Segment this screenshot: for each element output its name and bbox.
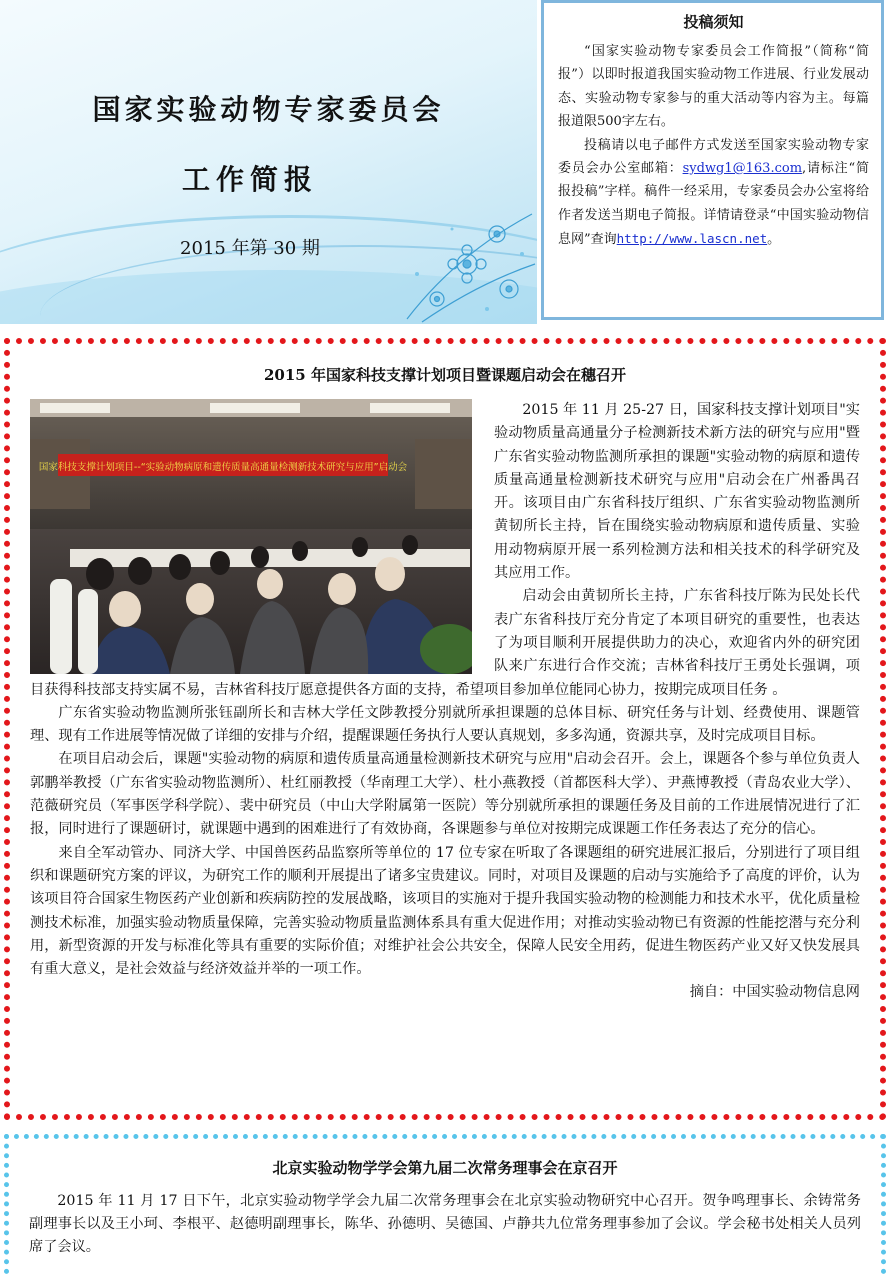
issue-number: 2015 年第 30 期: [180, 238, 320, 259]
newsletter-title: 国家实验动物专家委员会: [92, 93, 445, 126]
article-title: 2015 年国家科技支撑计划项目暨课题启动会在穗召开: [264, 366, 626, 384]
article-paragraph: 广东省实验动物监测所张钰副所长和吉林大学任文陟教授分别就所承担课题的总体目标、研究任务与计划、经费使用、课题管理、现有工作进展等情况做了详细的安排与介绍，提醒课题任务执行人要认真规划，多多沟通，资源共享，及时完成项目目标。: [30, 704, 860, 745]
notice-title: 投稿须知: [683, 13, 744, 31]
meeting-photo: [30, 399, 472, 674]
notice-text: ,请标注“简报投稿”字样。稿件一经采用，专家委员会办公室将给作者发送当期电子简报。详情请登录“中国实验动物信息网”查询: [558, 161, 869, 248]
website-link[interactable]: http://www.lascn.net: [616, 231, 768, 247]
article-source: 摘自：中国实验动物信息网: [689, 984, 860, 1001]
notice-paragraph: “国家实验动物专家委员会工作简报”（简称“简报”）以即时报道我国实验动物工作进展、行业发展动态、实验动物专家参与的重大活动等内容为主。每篇报道限500字左右。: [558, 44, 869, 130]
email-link[interactable]: sydwg1@163.com: [682, 161, 803, 177]
article-council-meeting: [4, 1134, 886, 1274]
article-paragraph: 2015 年 11 月 17 日下午，北京实验动物学学会九届二次常务理事会在北京实验动物研究中心召开。贺争鸣理事长、余铸常务副理事长以及王小珂、李根平、赵德明副理事长，陈华、孙德明、吴德国、卢静共九位常务理事参加了会议。学会秘书处相关人员列席了会议。: [29, 1193, 861, 1255]
notice-text: 。: [767, 232, 781, 248]
article-launch-meeting: [4, 338, 886, 1120]
notice-paragraph: [558, 134, 869, 252]
article-paragraph: 2015 年 11 月 25-27 日，国家科技支撑计划项目"实验动物质量高通量分子检测新技术新方法的研究与应用"暨广东省实验动物监测所承担的课题"实验动物的病原和遗传质量高通量检测新技术研究与应用"启动会在广州番禺召开。该项目由广东省科技厅组织、广东省实验动物监测所黄韧所长主持，旨在围绕实验动物病原和遗传质量、实验用动物病原开展一系列检测方法和相关技术的科学研究及其应用工作。: [494, 402, 860, 582]
article-paragraph: 来自全军动管办、同济大学、中国兽医药品监察所等单位的 17 位专家在听取了各课题组的研究进展汇报后，分别进行了项目组织和课题研究方案的评议，为研究工作的顺利开展提出了诸多宝贵建议。同时，对项目及课题的启动与实施给予了高度的评价，认为该项目符合国家生物医药产业创新和疾病防控的发展战略，该项目的实施对于提升我国实验动物的检测能力和技术水平，优化质量检测技术标准，加强实验动物质量保障，完善实验动物质量监测体系具有重大促进作用；对推动实验动物已有资源的性能挖潜与充分利用，新型资源的开发与标准化等具有重要的实际价值；对维护社会公共安全，保障人民安全用药，促进生物医药产业又好又快发展具有重大意义，是社会效益与经济效益并举的一项工作。: [30, 844, 860, 978]
submission-notice-box: [541, 0, 884, 320]
newsletter-masthead: [0, 0, 537, 324]
meeting-photo-icon: [30, 399, 472, 674]
notice-text: 投稿请以电子邮件方式发送至国家实验动物专家委员会办公室邮箱：: [558, 137, 869, 177]
photo-banner-text: 国家科技支撑计划项目--“实验动物病原和遗传质量高通量检测新技术研究与应用”启动会: [38, 462, 408, 473]
article-paragraph: 在项目启动会后，课题"实验动物的病原和遗传质量高通量检测新技术研究与应用"启动会召开。会上，课题各个参与单位负责人郭鹏举教授（广东省实验动物监测所）、杜红丽教授（华南理工大学）、杜小燕教授（首都医科大学）、尹燕博教授（青岛农业大学）、范薇研究员（军事医学科学院）、裴中研究员（中山大学附属第一医院）等分别就所承担的课题任务及目前的工作进展情况进行了汇报，同时进行了课题研讨，就课题中遇到的困难进行了有效协商，各课题参与单位对按期完成课题工作任务表达了充分的信心。: [30, 751, 860, 838]
article-title: 北京实验动物学学会第九届二次常务理事会在京召开: [272, 1159, 618, 1177]
article-paragraph: 启动会由黄韧所长主持，广东省科技厅陈为民处长代表广东省科技厅充分肯定了本项目研究的重要性，也表达了为项目顺利开展提供助力的决心，欢迎省内外的研究团队来广东进行合作交流；吉林省科技厅王勇处长强调，项目获得科技部支持实属不易，吉林省科技厅愿意提供各方面的支持，希望项目参加单位能同心协力，按期完成项目任务 。: [30, 588, 860, 698]
newsletter-subtitle: 工作简报: [181, 163, 318, 196]
